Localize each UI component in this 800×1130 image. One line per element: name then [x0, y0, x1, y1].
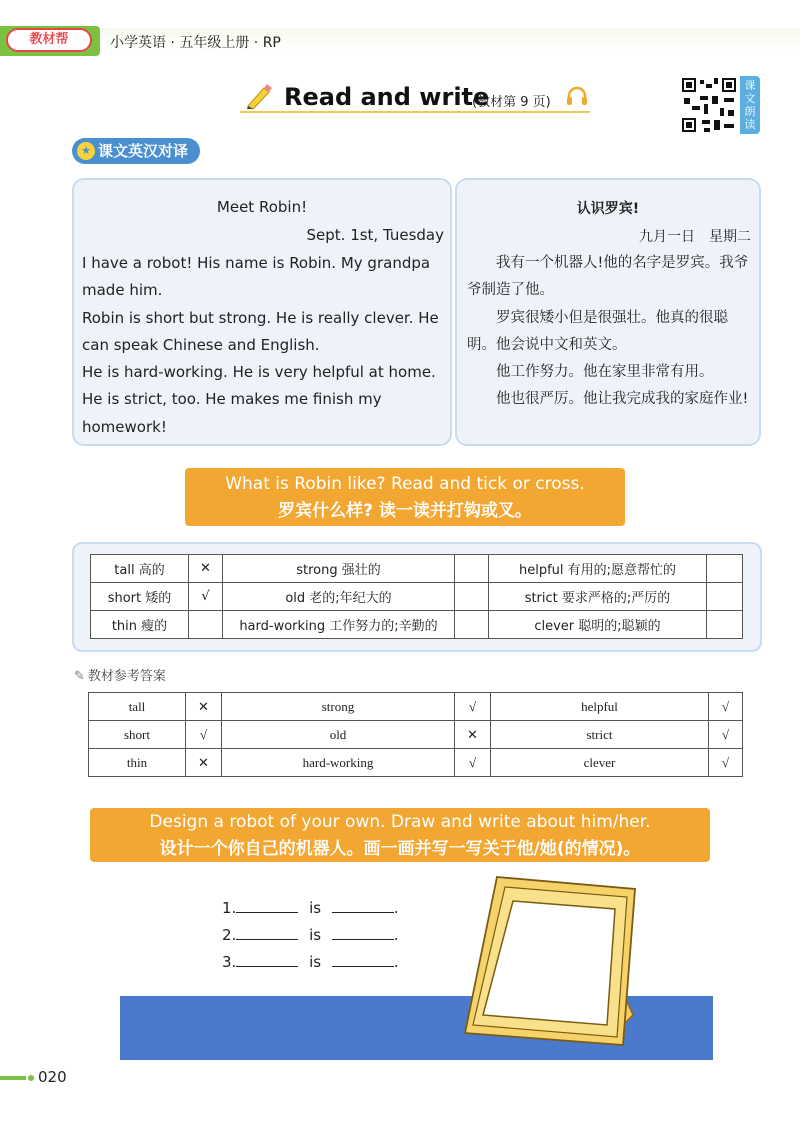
mark-cell[interactable] [707, 611, 743, 639]
mark-cell[interactable] [189, 611, 223, 639]
word-cell: helpful [518, 563, 564, 578]
qr-code[interactable] [680, 76, 738, 134]
picture-frame[interactable] [455, 875, 645, 1050]
english-line: made him. [82, 281, 163, 300]
word-cell: clever [534, 619, 575, 634]
mark-cell: ✕ [455, 721, 491, 749]
section-tag-label: 课文英汉对译 [98, 142, 189, 160]
exercise-box [72, 542, 762, 652]
fill-blank-input[interactable] [236, 953, 298, 967]
mark-cell[interactable] [455, 555, 489, 583]
exercise-banner-en: What is Robin like? Read and tick or cross. [225, 474, 585, 494]
design-banner-cn: 设计一个你自己的机器人。画一画并写一写关于他/她(的情况)。 [159, 839, 641, 859]
title-underline [240, 111, 590, 113]
meaning-cell: 工作努力的;辛勤的 [329, 619, 438, 634]
fill-line: 1. is . [222, 899, 399, 917]
exercise-table [90, 554, 743, 639]
page-number: 020 [38, 1068, 67, 1086]
qr-label: 课文朗读 [740, 76, 760, 134]
word-cell: old [285, 591, 306, 606]
mark-cell: √ [455, 749, 491, 777]
header-badge: 教材帮 [6, 28, 92, 52]
table-row [89, 693, 743, 721]
exercise-banner-cn: 罗宾什么样? 读一读并打钩或叉。 [278, 501, 532, 521]
word-cell: helpful [491, 693, 709, 721]
chinese-paragraph: 他工作努力。他在家里非常有用。 [496, 364, 714, 381]
chinese-paragraph: 他也很严厉。他让我完成我的家庭作业! [496, 391, 749, 408]
english-body [82, 250, 446, 441]
star-icon: ★ [77, 142, 95, 160]
chinese-text-panel [455, 178, 761, 446]
page-title-source: (教材第 9 页) [472, 95, 551, 110]
fill-number: 1. [222, 899, 237, 917]
meaning-cell: 高的 [138, 563, 165, 578]
reference-label-text: 教材参考答案 [87, 669, 166, 684]
word-cell: thin [111, 619, 138, 634]
mark-cell[interactable] [455, 611, 489, 639]
page-number-bar [0, 1076, 26, 1080]
word-cell: strong [222, 693, 455, 721]
word-cell: hard-working [239, 619, 326, 634]
english-date: Sept. 1st, Tuesday [306, 226, 444, 244]
mark-cell: √ [709, 693, 743, 721]
english-line: can speak Chinese and English. [82, 335, 320, 354]
chinese-title: 认识罗宾! [576, 201, 640, 217]
mark-cell: √ [709, 721, 743, 749]
header-title: 小学英语 · 五年级上册 · RP [110, 35, 281, 51]
table-row [89, 749, 743, 777]
exercise-banner [185, 468, 625, 526]
fill-word: is [309, 926, 322, 944]
answer-table [88, 692, 743, 777]
english-line: He is strict, too. He makes me finish my [82, 390, 382, 409]
mark-cell[interactable]: ✕ [189, 555, 223, 583]
design-banner-en: Design a robot of your own. Draw and write about him/her. [149, 812, 651, 832]
fill-blank-input[interactable] [236, 899, 298, 913]
word-cell: clever [491, 749, 709, 777]
word-cell: old [222, 721, 455, 749]
word-cell: strong [296, 563, 338, 578]
mark-cell: √ [186, 721, 222, 749]
mark-cell[interactable] [707, 555, 743, 583]
chinese-date: 九月一日 星期二 [639, 229, 751, 245]
mark-cell: ✕ [186, 749, 222, 777]
fill-blank-input[interactable] [332, 926, 394, 940]
word-cell: strict [524, 591, 558, 606]
reference-label [74, 665, 166, 684]
fill-word: is [309, 953, 322, 971]
mark-cell: √ [709, 749, 743, 777]
english-line: He is hard-working. He is very helpful at home. [82, 363, 436, 382]
mark-cell: ✕ [186, 693, 222, 721]
fill-line: 3. is . [222, 953, 399, 971]
section-tag [72, 138, 200, 164]
mark-cell[interactable]: √ [189, 583, 223, 611]
fill-number: 2. [222, 926, 237, 944]
design-banner [90, 808, 710, 862]
mark-cell[interactable] [455, 583, 489, 611]
table-row [91, 583, 743, 611]
word-cell: tall [114, 563, 135, 578]
table-row [89, 721, 743, 749]
pen-icon: ✎ [74, 669, 85, 684]
table-row [91, 611, 743, 639]
english-line: homework! [82, 417, 167, 436]
headphones-icon [566, 85, 588, 107]
fill-blank-input[interactable] [236, 926, 298, 940]
word-cell: hard-working [222, 749, 455, 777]
chinese-paragraph: 罗宾很矮小但是很强壮。他真的很聪明。他会说中文和英文。 [467, 309, 728, 353]
word-cell: short [107, 591, 142, 606]
fill-word: is [309, 899, 322, 917]
mark-cell[interactable] [707, 583, 743, 611]
fill-blank-input[interactable] [332, 899, 394, 913]
mark-cell: √ [455, 693, 491, 721]
fill-blank-input[interactable] [332, 953, 394, 967]
pencil-icon [244, 82, 274, 110]
meaning-cell: 瘦的 [141, 619, 168, 634]
meaning-cell: 有用的;愿意帮忙的 [567, 563, 677, 578]
english-title: Meet Robin! [216, 198, 308, 216]
meaning-cell: 要求严格的;严厉的 [561, 591, 671, 606]
table-row [91, 555, 743, 583]
meaning-cell: 聪明的;聪颖的 [578, 619, 661, 634]
english-text-panel [72, 178, 452, 446]
fill-line: 2. is . [222, 926, 399, 944]
word-cell: strict [491, 721, 709, 749]
meaning-cell: 老的;年纪大的 [309, 591, 392, 606]
word-cell: short [89, 721, 186, 749]
page-title: Read and write [284, 83, 490, 111]
fill-number: 3. [222, 953, 237, 971]
english-line: Robin is short but strong. He is really clever. He [82, 308, 439, 327]
word-cell: thin [89, 749, 186, 777]
meaning-cell: 强壮的 [341, 563, 381, 578]
word-cell: tall [89, 693, 186, 721]
chinese-body [467, 250, 753, 414]
meaning-cell: 矮的 [145, 591, 172, 606]
chinese-paragraph: 我有一个机器人!他的名字是罗宾。我爷爷制造了他。 [467, 255, 749, 299]
english-line: I have a robot! His name is Robin. My grandpa [82, 254, 431, 272]
page-number-dot [28, 1075, 34, 1081]
